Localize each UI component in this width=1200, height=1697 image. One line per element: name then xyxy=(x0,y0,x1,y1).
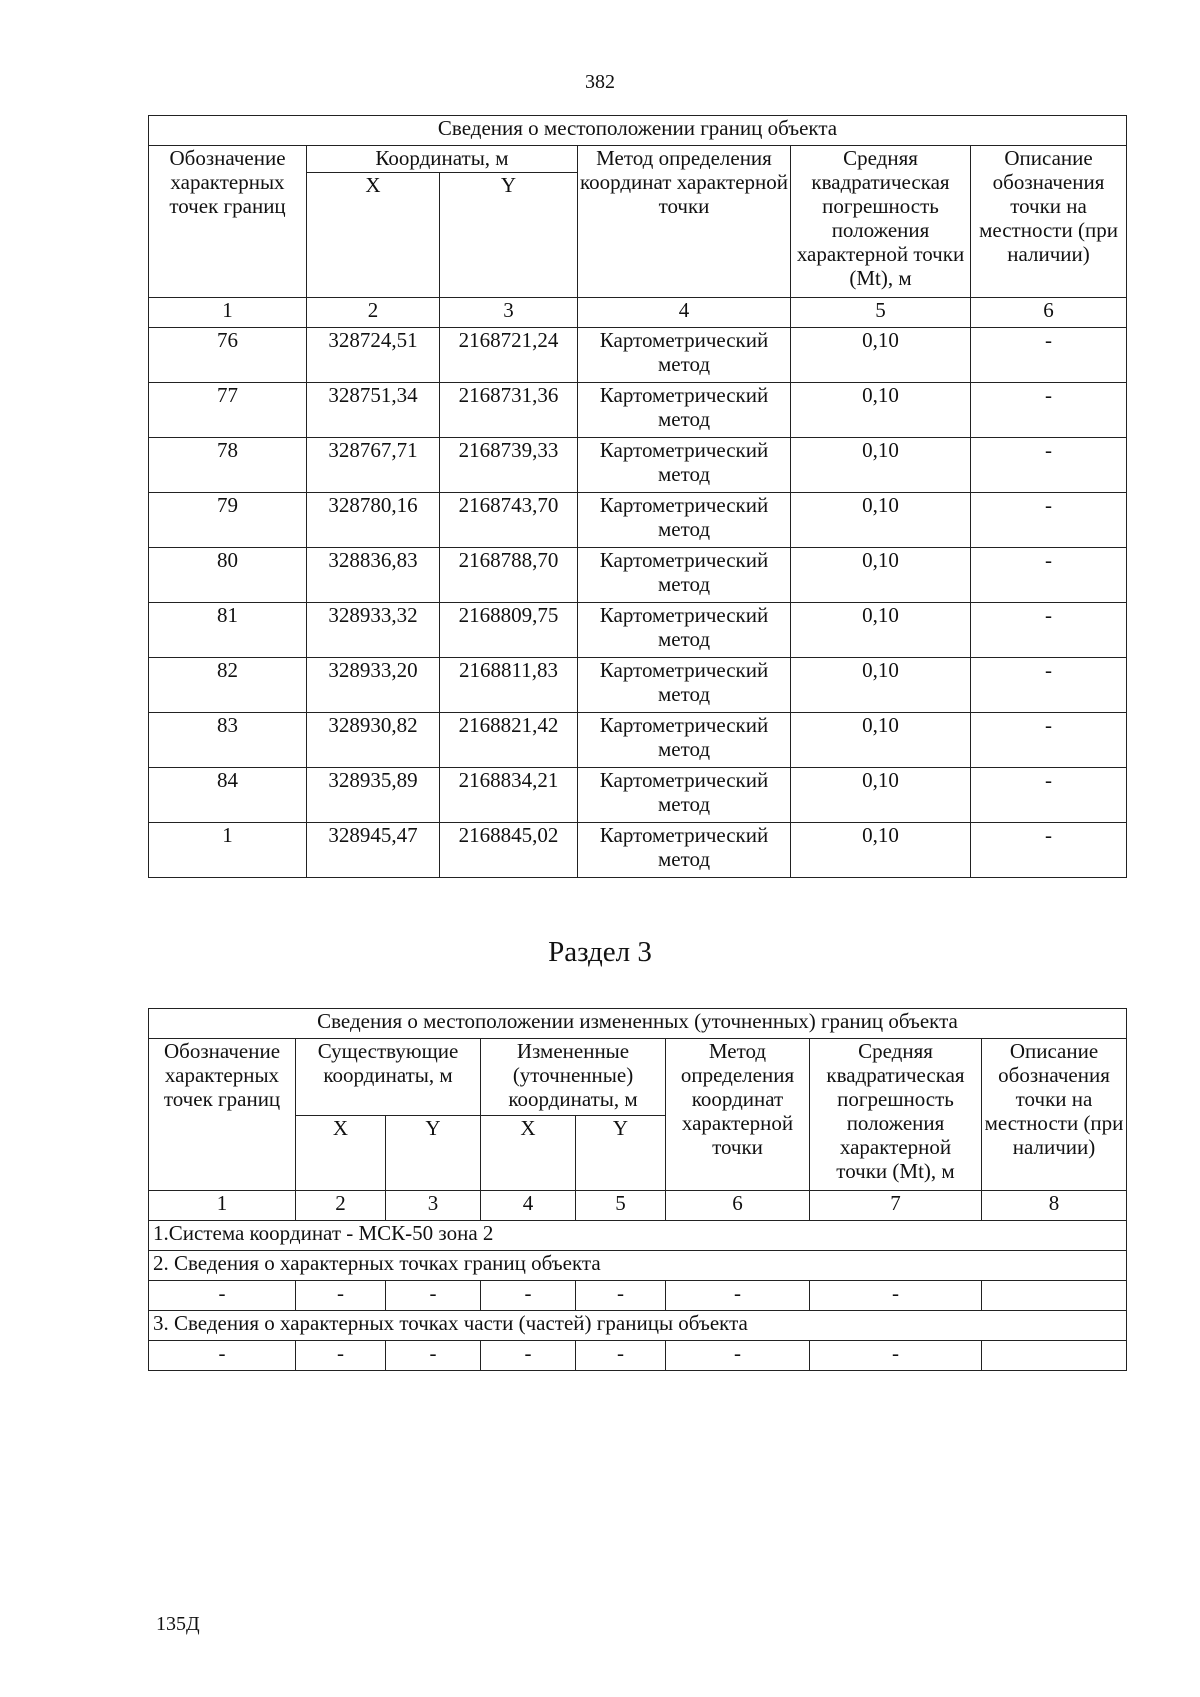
point-id: 80 xyxy=(149,548,307,603)
method: Картометрический метод xyxy=(578,658,791,713)
column-number: 4 xyxy=(578,298,791,328)
coord-y: 2168821,42 xyxy=(440,713,578,768)
coord-x: 328724,51 xyxy=(307,328,440,383)
table-row xyxy=(149,493,1127,548)
column-number: 6 xyxy=(971,298,1127,328)
description: - xyxy=(971,438,1127,493)
method: Картометрический метод xyxy=(578,328,791,383)
error: 0,10 xyxy=(791,658,971,713)
method: Картометрический метод xyxy=(578,768,791,823)
column-number: 3 xyxy=(386,1191,481,1221)
coord-x: 328930,82 xyxy=(307,713,440,768)
empty-cell: - xyxy=(481,1281,576,1311)
method: Картометрический метод xyxy=(578,713,791,768)
empty-cell: - xyxy=(810,1281,982,1311)
table-caption: Сведения о местоположении измененных (уточненных) границ объекта xyxy=(149,1009,1127,1039)
empty-cell: - xyxy=(386,1281,481,1311)
header-point: Обозначение характерных точек границ xyxy=(149,1039,296,1191)
method: Картометрический метод xyxy=(578,823,791,878)
column-number: 1 xyxy=(149,1191,296,1221)
coord-x: 328935,89 xyxy=(307,768,440,823)
method: Картометрический метод xyxy=(578,438,791,493)
coord-x: 328836,83 xyxy=(307,548,440,603)
header-changed-coords: Измененные (уточненные) координаты, м xyxy=(481,1039,666,1116)
empty-cell: - xyxy=(576,1341,666,1371)
error: 0,10 xyxy=(791,713,971,768)
header-point: Обозначение характерных точек границ xyxy=(149,146,307,298)
point-id: 76 xyxy=(149,328,307,383)
description: - xyxy=(971,713,1127,768)
empty-cell: - xyxy=(666,1341,810,1371)
error: 0,10 xyxy=(791,438,971,493)
method: Картометрический метод xyxy=(578,493,791,548)
table-row xyxy=(149,383,1127,438)
header-method: Метод определения координат характерной точки xyxy=(578,146,791,298)
boundary-points-section-row: 2. Сведения о характерных точках границ объекта xyxy=(149,1251,1127,1281)
error: 0,10 xyxy=(791,823,971,878)
table-row xyxy=(149,713,1127,768)
changed-boundaries-table xyxy=(148,1008,1127,1371)
point-id: 77 xyxy=(149,383,307,438)
point-id: 84 xyxy=(149,768,307,823)
coord-x: 328767,71 xyxy=(307,438,440,493)
table-row xyxy=(149,658,1127,713)
header-error: Средняя квадратическая погрешность положения характерной точки (Mt), м xyxy=(810,1039,982,1191)
coord-y: 2168731,36 xyxy=(440,383,578,438)
description: - xyxy=(971,768,1127,823)
description: - xyxy=(971,823,1127,878)
empty-cell: - xyxy=(666,1281,810,1311)
header-x-changed: X xyxy=(481,1116,576,1191)
error: 0,10 xyxy=(791,768,971,823)
column-number: 3 xyxy=(440,298,578,328)
coord-x: 328751,34 xyxy=(307,383,440,438)
header-y-existing: Y xyxy=(386,1116,481,1191)
error: 0,10 xyxy=(791,548,971,603)
column-number: 5 xyxy=(576,1191,666,1221)
point-id: 78 xyxy=(149,438,307,493)
point-id: 82 xyxy=(149,658,307,713)
empty-cell: - xyxy=(481,1341,576,1371)
coordinate-system-row: 1.Система координат - МСК-50 зона 2 xyxy=(149,1221,1127,1251)
error: 0,10 xyxy=(791,603,971,658)
coord-y: 2168739,33 xyxy=(440,438,578,493)
header-x-existing: X xyxy=(296,1116,386,1191)
header-description: Описание обозначения точки на местности (при наличии) xyxy=(971,146,1127,298)
header-method: Метод определения координат характерной точки xyxy=(666,1039,810,1191)
empty-cell: - xyxy=(296,1341,386,1371)
part-boundary-section-row: 3. Сведения о характерных точках части (частей) границы объекта xyxy=(149,1311,1127,1341)
error: 0,10 xyxy=(791,383,971,438)
description: - xyxy=(971,548,1127,603)
coord-x: 328933,20 xyxy=(307,658,440,713)
point-id: 1 xyxy=(149,823,307,878)
header-y-changed: Y xyxy=(576,1116,666,1191)
coord-y: 2168788,70 xyxy=(440,548,578,603)
column-number: 8 xyxy=(982,1191,1127,1221)
header-x: X xyxy=(307,173,440,298)
table-row xyxy=(149,768,1127,823)
header-description: Описание обозначения точки на местности (при наличии) xyxy=(982,1039,1127,1191)
page-number: 382 xyxy=(585,71,615,93)
table-row xyxy=(149,1281,1127,1311)
column-number: 2 xyxy=(296,1191,386,1221)
table-caption: Сведения о местоположении границ объекта xyxy=(149,116,1127,146)
coord-y: 2168811,83 xyxy=(440,658,578,713)
table-row xyxy=(149,548,1127,603)
table-row xyxy=(149,603,1127,658)
coord-y: 2168845,02 xyxy=(440,823,578,878)
table-row xyxy=(149,438,1127,493)
description: - xyxy=(971,658,1127,713)
header-y: Y xyxy=(440,173,578,298)
coord-x: 328945,47 xyxy=(307,823,440,878)
footer-code: 135Д xyxy=(156,1613,200,1635)
error: 0,10 xyxy=(791,328,971,383)
point-id: 83 xyxy=(149,713,307,768)
header-coords: Координаты, м xyxy=(307,146,578,173)
column-number: 7 xyxy=(810,1191,982,1221)
column-number: 4 xyxy=(481,1191,576,1221)
table-row xyxy=(149,328,1127,383)
coord-x: 328933,32 xyxy=(307,603,440,658)
column-number: 2 xyxy=(307,298,440,328)
boundary-points-table xyxy=(148,115,1127,878)
coord-y: 2168809,75 xyxy=(440,603,578,658)
method: Картометрический метод xyxy=(578,548,791,603)
column-number: 1 xyxy=(149,298,307,328)
column-number: 6 xyxy=(666,1191,810,1221)
coord-y: 2168834,21 xyxy=(440,768,578,823)
empty-cell: - xyxy=(149,1341,296,1371)
column-number: 5 xyxy=(791,298,971,328)
description: - xyxy=(971,383,1127,438)
empty-cell xyxy=(982,1341,1127,1371)
table-row xyxy=(149,823,1127,878)
table-row xyxy=(149,1341,1127,1371)
description: - xyxy=(971,603,1127,658)
coord-y: 2168721,24 xyxy=(440,328,578,383)
point-id: 79 xyxy=(149,493,307,548)
header-existing-coords: Существующие координаты, м xyxy=(296,1039,481,1116)
section-title: Раздел 3 xyxy=(548,936,652,968)
empty-cell: - xyxy=(576,1281,666,1311)
description: - xyxy=(971,328,1127,383)
method: Картометрический метод xyxy=(578,383,791,438)
description: - xyxy=(971,493,1127,548)
error: 0,10 xyxy=(791,493,971,548)
point-id: 81 xyxy=(149,603,307,658)
coord-x: 328780,16 xyxy=(307,493,440,548)
empty-cell xyxy=(982,1281,1127,1311)
coord-y: 2168743,70 xyxy=(440,493,578,548)
empty-cell: - xyxy=(386,1341,481,1371)
empty-cell: - xyxy=(810,1341,982,1371)
empty-cell: - xyxy=(149,1281,296,1311)
empty-cell: - xyxy=(296,1281,386,1311)
method: Картометрический метод xyxy=(578,603,791,658)
header-error: Средняя квадратическая погрешность положения характерной точки (Mt), м xyxy=(791,146,971,298)
